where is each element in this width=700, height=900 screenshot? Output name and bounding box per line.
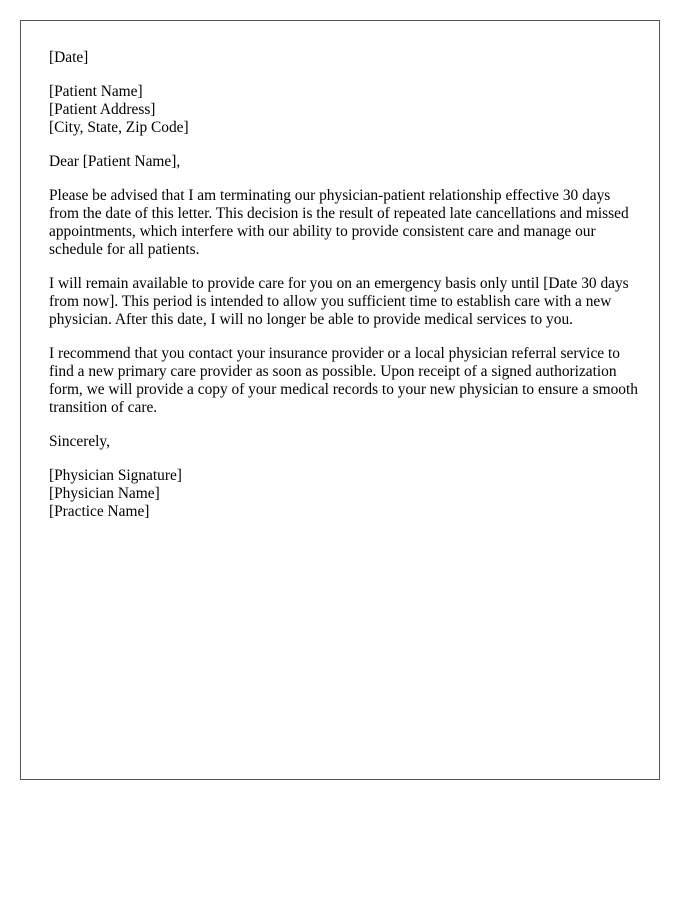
physician-name: [Physician Name] xyxy=(49,485,160,502)
physician-signature: [Physician Signature] xyxy=(49,467,182,484)
body-paragraph-3: I recommend that you contact your insurance provider or a local physician referral service to find a new primary care provider as soon as possible. Upon receipt of a signed authorization form, we will provide a copy of your medical records to your new physician to ensure a smooth transition of care. xyxy=(49,345,638,416)
salutation: Dear [Patient Name], xyxy=(49,153,181,170)
closing: Sincerely, xyxy=(49,433,110,450)
body-paragraph-1: Please be advised that I am terminating our physician-patient relationship effective 30 days from the date of this letter. This decision is the result of repeated late cancellations and missed appointments, which interfere with our ability to provide consistent care and manage our schedule for all patients. xyxy=(49,187,629,258)
recipient-block xyxy=(49,83,639,137)
recipient-city-state-zip: [City, State, Zip Code] xyxy=(49,119,189,136)
signature-block xyxy=(49,467,639,521)
recipient-name: [Patient Name] xyxy=(49,83,143,100)
letter-content xyxy=(49,49,639,537)
practice-name: [Practice Name] xyxy=(49,503,150,520)
recipient-address: [Patient Address] xyxy=(49,101,156,118)
letter-date: [Date] xyxy=(49,49,89,66)
body-paragraph-2: I will remain available to provide care for you on an emergency basis only until [Date 30 days from now]. This period is intended to allow you sufficient time to establish care with a new physician. After this date, I will no longer be able to provide medical services to you. xyxy=(49,275,629,328)
letter-page xyxy=(20,20,660,780)
